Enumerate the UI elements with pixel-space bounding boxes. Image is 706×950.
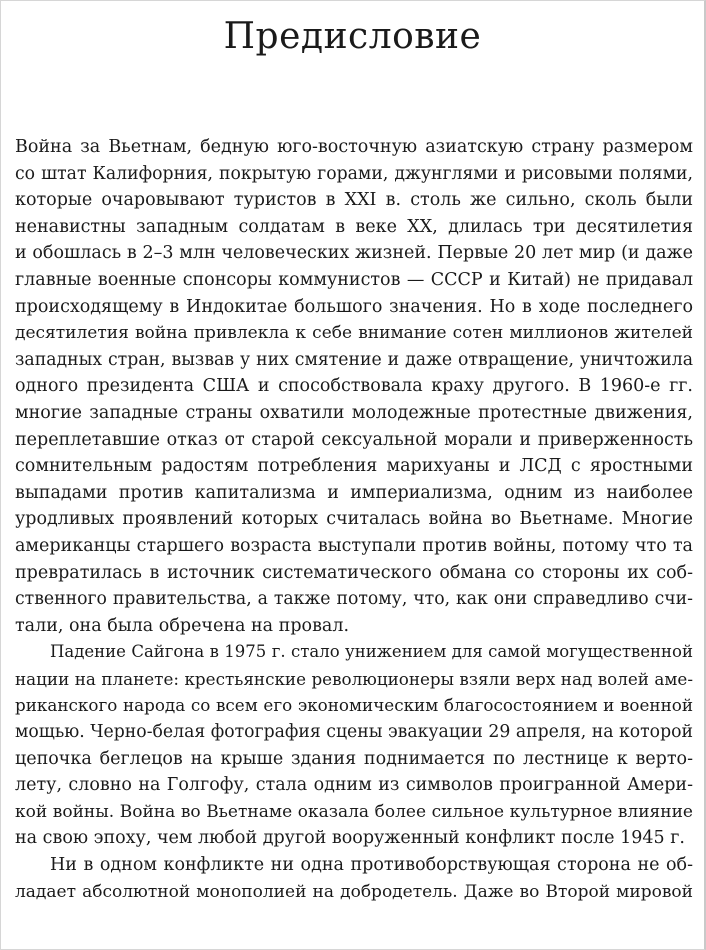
text-line: риканского народа со всем его экономическим благосостоянием и военной [15,695,693,716]
text-line: уродливых проявлений которых считалась война во Вьетнаме. Многие [15,509,693,530]
text-line: ненавистны западным солдатам в веке XX, длилась три десятилетия [15,216,693,237]
text-line: переплетавшие отказ от старой сексуальной морали и приверженность [15,429,693,450]
text-line: главные военные спонсоры коммунистов — СССР и Китай) не придавал [15,269,693,290]
text-line: многие западные страны охватили молодежные протестные движения, [15,402,693,423]
text-line: западных стран, вызвав у них смятение и даже отвращение, уничтожила [15,349,693,370]
text-line: десятилетия война привлекла к себе внимание сотен миллионов жителей [15,323,693,344]
body-text [15,134,693,905]
text-line: лету, словно на Голгофу, стала одним из символов проигранной Амери- [15,775,693,796]
text-line: американцы старшего возраста выступали против войны, потому что та [15,535,693,556]
text-line: цепочка беглецов на крыше здания поднимается по лестнице к верто- [15,748,693,769]
text-line: сомнительным радостям потребления марихуаны и ЛСД с яростными [15,456,693,477]
text-line: происходящему в Индокитае большого значения. Но в ходе последнего [15,296,693,317]
text-line: нации на планете: крестьянские революционеры взяли верх над волей аме- [15,668,693,689]
text-line: тали, она была обречена на провал. [15,615,350,636]
text-line: и обошлась в 2–3 млн человеческих жизней. Первые 20 лет мир (и даже [15,243,693,264]
text-line: на свою эпоху, чем любой другой вооруженный конфликт после 1945 г. [15,828,685,849]
chapter-title: Предисловие [223,16,482,57]
text-line: которые очаровывают туристов в XXI в. столь же сильно, сколь были [15,190,693,211]
text-line: со штат Калифорния, покрытую горами, джунглями и рисовыми полями, [15,163,693,184]
text-line: кой войны. Война во Вьетнаме оказала более сильное культурное влияние [15,801,693,822]
text-line: мощью. Черно-белая фотография сцены эвакуации 29 апреля, на которой [15,722,693,743]
text-line: превратилась в источник систематического обмана со стороны их соб- [15,562,693,583]
text-line: Война за Вьетнам, бедную юго-восточную азиатскую страну размером [15,137,693,157]
text-line: ладает абсолютной монополией на добродетель. Даже во Второй мировой [15,881,693,902]
text-line: Ни в одном конфликте ни одна противоборствующая сторона не об- [50,855,693,876]
text-line: одного президента США и способствовала краху другого. В 1960-е гг. [15,376,693,397]
text-line: ственного правительства, а также потому, что, как они справедливо счи- [15,589,693,610]
text-line: Падение Сайгона в 1975 г. стало унижением для самой могущественной [50,642,693,662]
text-line: выпадами против капитализма и империализма, одним из наиболее [15,482,693,503]
